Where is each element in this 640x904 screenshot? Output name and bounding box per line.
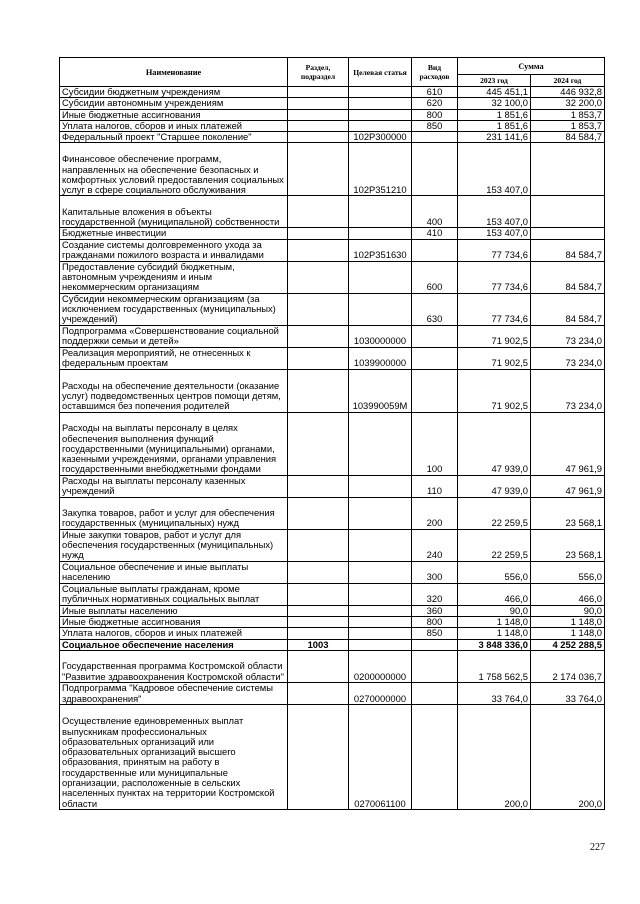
cell-vid: 200 [412, 497, 458, 529]
table-row [60, 239, 605, 261]
cell-razdel [288, 109, 349, 120]
cell-name: Иные закупки товаров, работ и услуг для обеспечения государственных (муниципальных) нужд [60, 529, 288, 561]
table-row [60, 132, 605, 143]
cell-sum-2024: 84 584,7 [531, 132, 605, 143]
cell-sum-2024: 2 174 036,7 [531, 650, 605, 682]
cell-razdel [288, 143, 349, 196]
table-row [60, 412, 605, 475]
cell-statya [349, 561, 412, 583]
cell-name: Иные бюджетные ассигнования [60, 617, 288, 628]
table-row [60, 369, 605, 412]
cell-sum-2024: 73 234,0 [531, 347, 605, 369]
cell-sum-2024: 200,0 [531, 704, 605, 809]
cell-statya [349, 98, 412, 109]
cell-vid [412, 639, 458, 650]
cell-statya [349, 109, 412, 120]
table-row [60, 497, 605, 529]
cell-razdel [288, 293, 349, 325]
table-row [60, 561, 605, 583]
cell-name: Расходы на выплаты персоналу казенных учреждений [60, 475, 288, 497]
cell-sum-2023: 90,0 [458, 605, 531, 616]
cell-sum-2024: 556,0 [531, 561, 605, 583]
cell-name: Предоставление субсидий бюджетным, автономным учреждениям и иным некоммерческим организациям [60, 261, 288, 293]
cell-name: Осуществление единовременных выплат выпускникам профессиональных образовательных организаций или образовательных организаций высшего образования, принятым на работу в государственные или муниципальные организации, расположенные в сельских населенных пунктах на территории Костромской области [60, 704, 288, 809]
cell-statya [349, 261, 412, 293]
cell-name: Финансовое обеспечение программ, направленных на обеспечение безопасных и комфортных условий предоставления социальных услуг в сфере социального обслуживания [60, 143, 288, 196]
table-row [60, 639, 605, 650]
cell-razdel [288, 261, 349, 293]
cell-statya [349, 412, 412, 475]
cell-vid: 850 [412, 628, 458, 639]
table-row [60, 650, 605, 682]
cell-razdel [288, 628, 349, 639]
cell-name: Уплата налогов, сборов и иных платежей [60, 628, 288, 639]
cell-vid: 600 [412, 261, 458, 293]
table-row [60, 628, 605, 639]
budget-table [59, 57, 605, 810]
cell-statya [349, 228, 412, 239]
table-row [60, 120, 605, 131]
cell-name: Государственная программа Костромской области "Развитие здравоохранения Костромской области" [60, 650, 288, 682]
cell-vid [412, 682, 458, 704]
cell-vid [412, 704, 458, 809]
cell-razdel [288, 87, 349, 98]
cell-razdel [288, 412, 349, 475]
table-body [60, 87, 605, 810]
cell-sum-2023: 22 259,5 [458, 529, 531, 561]
cell-razdel [288, 228, 349, 239]
table-row [60, 704, 605, 809]
cell-statya [349, 605, 412, 616]
cell-vid [412, 132, 458, 143]
table-row [60, 347, 605, 369]
cell-sum-2024: 466,0 [531, 583, 605, 605]
cell-vid [412, 325, 458, 347]
cell-sum-2023: 1 148,0 [458, 628, 531, 639]
cell-sum-2024: 33 764,0 [531, 682, 605, 704]
cell-vid: 630 [412, 293, 458, 325]
header-vid: Вид расходов [412, 58, 458, 87]
cell-name: Расходы на обеспечение деятельности (оказание услуг) подведомственных центров помощи детям, оставшимся без попечения родителей [60, 369, 288, 412]
cell-sum-2024: 32 200,0 [531, 98, 605, 109]
cell-razdel [288, 325, 349, 347]
cell-name: Социальные выплаты гражданам, кроме публичных нормативных социальных выплат [60, 583, 288, 605]
cell-name: Подпрограмма «Совершенствование социальной поддержки семьи и детей» [60, 325, 288, 347]
cell-sum-2023: 231 141,6 [458, 132, 531, 143]
cell-statya: 1030000000 [349, 325, 412, 347]
cell-name: Создание системы долговременного ухода за гражданами пожилого возраста и инвалидами [60, 239, 288, 261]
cell-sum-2024: 446 932,8 [531, 87, 605, 98]
cell-statya [349, 628, 412, 639]
table-row [60, 143, 605, 196]
cell-sum-2024: 1 853,7 [531, 120, 605, 131]
cell-vid: 400 [412, 196, 458, 228]
cell-statya [349, 293, 412, 325]
cell-sum-2024 [531, 196, 605, 228]
cell-sum-2024: 1 148,0 [531, 628, 605, 639]
cell-razdel [288, 132, 349, 143]
cell-name: Подпрограмма "Кадровое обеспечение системы здравоохранения" [60, 682, 288, 704]
table-row [60, 109, 605, 120]
cell-razdel: 1003 [288, 639, 349, 650]
cell-sum-2023: 445 451,1 [458, 87, 531, 98]
cell-sum-2024: 1 853,7 [531, 109, 605, 120]
cell-sum-2024: 1 148,0 [531, 617, 605, 628]
cell-vid [412, 239, 458, 261]
table-row [60, 617, 605, 628]
cell-sum-2023: 556,0 [458, 561, 531, 583]
header-statya: Целевая статья [349, 58, 412, 87]
header-summa: Сумма [458, 58, 605, 75]
cell-vid: 360 [412, 605, 458, 616]
cell-sum-2024: 84 584,7 [531, 261, 605, 293]
cell-sum-2024: 90,0 [531, 605, 605, 616]
cell-vid: 300 [412, 561, 458, 583]
cell-sum-2024: 47 961,9 [531, 475, 605, 497]
cell-sum-2023: 466,0 [458, 583, 531, 605]
cell-statya [349, 583, 412, 605]
cell-statya [349, 475, 412, 497]
header-razdel: Раздел, подраздел [288, 58, 349, 87]
cell-razdel [288, 475, 349, 497]
cell-sum-2023: 1 758 562,5 [458, 650, 531, 682]
cell-name: Социальное обеспечение и иные выплаты населению [60, 561, 288, 583]
cell-statya: 0270061100 [349, 704, 412, 809]
cell-name: Капитальные вложения в объекты государственной (муниципальной) собственности [60, 196, 288, 228]
cell-sum-2023: 153 407,0 [458, 143, 531, 196]
cell-sum-2023: 1 851,6 [458, 120, 531, 131]
cell-vid: 100 [412, 412, 458, 475]
cell-razdel [288, 529, 349, 561]
table-row [60, 261, 605, 293]
cell-vid [412, 369, 458, 412]
table-row [60, 682, 605, 704]
cell-statya: 102P351210 [349, 143, 412, 196]
cell-vid: 610 [412, 87, 458, 98]
cell-razdel [288, 583, 349, 605]
page-number: 227 [590, 842, 605, 853]
cell-vid: 410 [412, 228, 458, 239]
cell-name: Уплата налогов, сборов и иных платежей [60, 120, 288, 131]
cell-razdel [288, 650, 349, 682]
cell-sum-2023: 77 734,6 [458, 239, 531, 261]
cell-name: Расходы на выплаты персоналу в целях обеспечения выполнения функций государственными (муниципальными) органами, казенными учреждениями, органами управления государственными внебюджетными фондами [60, 412, 288, 475]
cell-name: Социальное обеспечение населения [60, 639, 288, 650]
cell-name: Иные бюджетные ассигнования [60, 109, 288, 120]
cell-statya [349, 639, 412, 650]
cell-razdel [288, 497, 349, 529]
cell-vid [412, 143, 458, 196]
table-row [60, 228, 605, 239]
header-year-2023: 2023 год [458, 75, 531, 87]
cell-sum-2023: 22 259,5 [458, 497, 531, 529]
cell-vid [412, 347, 458, 369]
cell-sum-2024: 23 568,1 [531, 529, 605, 561]
cell-sum-2023: 33 764,0 [458, 682, 531, 704]
cell-statya: 103990059М [349, 369, 412, 412]
cell-sum-2023: 200,0 [458, 704, 531, 809]
cell-name: Иные выплаты населению [60, 605, 288, 616]
cell-vid: 110 [412, 475, 458, 497]
cell-statya [349, 497, 412, 529]
cell-name: Субсидии автономным учреждениям [60, 98, 288, 109]
table-row [60, 87, 605, 98]
cell-sum-2024: 4 252 288,5 [531, 639, 605, 650]
cell-sum-2023: 71 902,5 [458, 325, 531, 347]
cell-vid: 850 [412, 120, 458, 131]
cell-sum-2024 [531, 143, 605, 196]
cell-sum-2023: 32 100,0 [458, 98, 531, 109]
table-row [60, 196, 605, 228]
cell-statya [349, 529, 412, 561]
cell-sum-2024 [531, 228, 605, 239]
table-row [60, 293, 605, 325]
cell-vid: 320 [412, 583, 458, 605]
table-row [60, 605, 605, 616]
cell-name: Реализация мероприятий, не отнесенных к федеральным проектам [60, 347, 288, 369]
cell-sum-2024: 73 234,0 [531, 369, 605, 412]
cell-statya: 0200000000 [349, 650, 412, 682]
cell-razdel [288, 617, 349, 628]
cell-sum-2023: 153 407,0 [458, 196, 531, 228]
cell-razdel [288, 704, 349, 809]
cell-statya: 102P351630 [349, 239, 412, 261]
cell-sum-2023: 3 848 336,0 [458, 639, 531, 650]
cell-razdel [288, 682, 349, 704]
cell-name: Субсидии бюджетным учреждениям [60, 87, 288, 98]
header-year-2024: 2024 год [531, 75, 605, 87]
cell-name: Субсидии некоммерческим организациям (за исключением государственных (муниципальных) учреждений) [60, 293, 288, 325]
cell-vid [412, 650, 458, 682]
cell-razdel [288, 561, 349, 583]
table-row [60, 529, 605, 561]
cell-sum-2024: 73 234,0 [531, 325, 605, 347]
table-row [60, 583, 605, 605]
cell-statya [349, 87, 412, 98]
cell-razdel [288, 347, 349, 369]
cell-sum-2024: 84 584,7 [531, 293, 605, 325]
cell-statya: 1039900000 [349, 347, 412, 369]
cell-razdel [288, 239, 349, 261]
cell-sum-2023: 71 902,5 [458, 369, 531, 412]
cell-sum-2023: 1 851,6 [458, 109, 531, 120]
cell-sum-2024: 47 961,9 [531, 412, 605, 475]
table-row [60, 325, 605, 347]
cell-sum-2023: 47 939,0 [458, 475, 531, 497]
cell-razdel [288, 120, 349, 131]
cell-sum-2023: 1 148,0 [458, 617, 531, 628]
cell-razdel [288, 196, 349, 228]
cell-razdel [288, 369, 349, 412]
cell-razdel [288, 605, 349, 616]
cell-sum-2023: 71 902,5 [458, 347, 531, 369]
cell-statya [349, 120, 412, 131]
cell-statya [349, 196, 412, 228]
cell-sum-2024: 23 568,1 [531, 497, 605, 529]
header-name: Наименование [60, 58, 288, 87]
cell-sum-2023: 77 734,6 [458, 261, 531, 293]
cell-statya: 102P300000 [349, 132, 412, 143]
cell-sum-2024: 84 584,7 [531, 239, 605, 261]
cell-name: Закупка товаров, работ и услуг для обеспечения государственных (муниципальных) нужд [60, 497, 288, 529]
cell-statya: 0270000000 [349, 682, 412, 704]
table-row [60, 475, 605, 497]
cell-sum-2023: 77 734,6 [458, 293, 531, 325]
cell-razdel [288, 98, 349, 109]
cell-vid: 800 [412, 109, 458, 120]
cell-name: Бюджетные инвестиции [60, 228, 288, 239]
cell-name: Федеральный проект "Старшее поколение" [60, 132, 288, 143]
cell-statya [349, 617, 412, 628]
cell-vid: 800 [412, 617, 458, 628]
table-row [60, 98, 605, 109]
cell-sum-2023: 47 939,0 [458, 412, 531, 475]
cell-vid: 620 [412, 98, 458, 109]
cell-sum-2023: 153 407,0 [458, 228, 531, 239]
cell-vid: 240 [412, 529, 458, 561]
